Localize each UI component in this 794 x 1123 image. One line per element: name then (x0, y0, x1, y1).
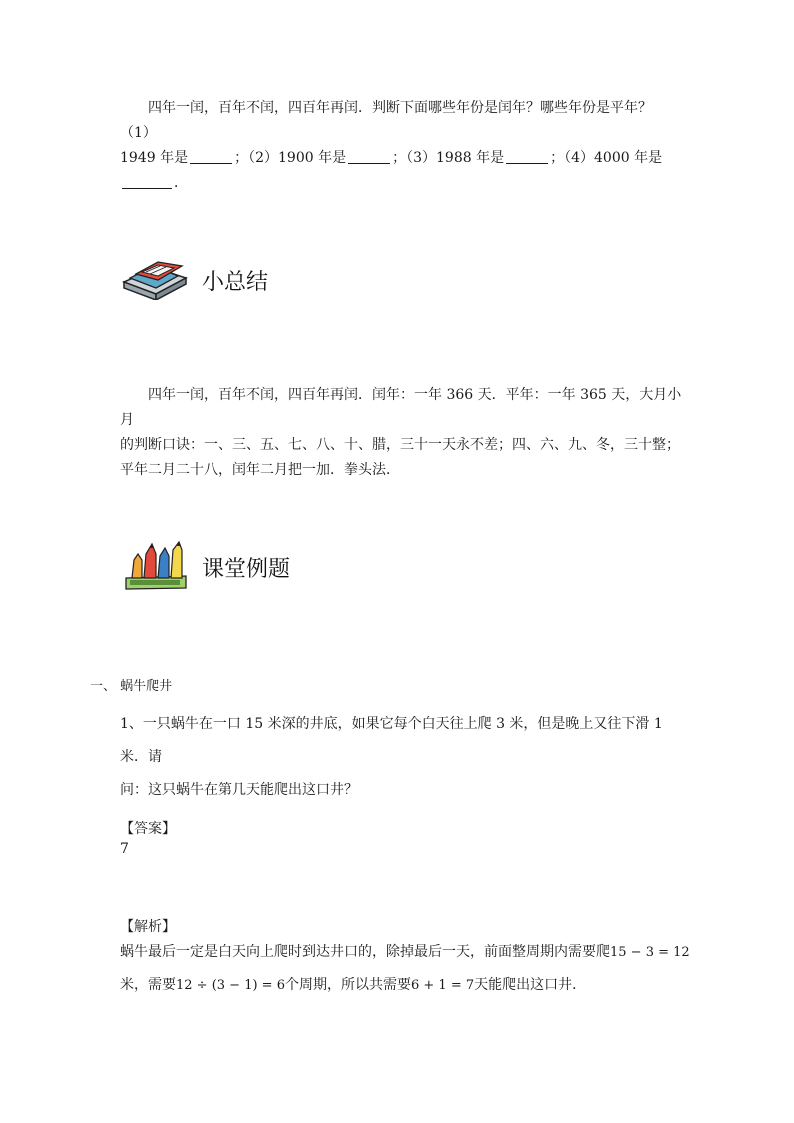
intro-paragraph (120, 96, 680, 196)
problem-line-1: 1、一只蜗牛在一口 15 米深的井底，如果它每个白天往上爬 3 米，但是晚上又往下滑 1 米．请 (120, 716, 663, 765)
book-icon (122, 254, 188, 300)
examples-heading: 课堂例题 (202, 557, 291, 582)
answer-blank-1[interactable] (190, 149, 232, 164)
intro-line-3: ． (120, 171, 680, 196)
equation-2: 12 ÷ (3 − 1) = 6 (176, 978, 285, 993)
equation-1: 15 − 3 = 12 (610, 945, 690, 960)
summary-line-2: 的判断口诀：一、三、五、七、八、十、腊，三十一天永不差；四、六、九、冬，三十整； (120, 437, 680, 453)
pencils-icon (124, 540, 188, 590)
equation-3: 6 + 1 = 7 (410, 978, 475, 993)
intro-line-2: 1949 年是 ；（2）1900 年是 ；（3）1988 年是 ；（4）4000 年是 (120, 150, 663, 166)
analysis-text (120, 936, 690, 1002)
analysis-line-2: 米，需要12 ÷ (3 − 1) = 6个周期，所以共需要6 + 1 = 7天能爬出这口井． (120, 977, 587, 993)
answer-blank-3[interactable] (506, 149, 548, 164)
answer-tag: 【答案】 (120, 821, 176, 837)
problem-line-2: 问：这只蜗牛在第几天能爬出这口井？ (120, 782, 358, 798)
summary-heading: 小总结 (202, 270, 269, 295)
section-label: 一、 蜗牛爬井 (90, 679, 173, 694)
answer-value: 7 (120, 841, 129, 857)
answer-blank-4[interactable] (122, 174, 172, 189)
summary-paragraph (120, 383, 690, 483)
analysis-tag: 【解析】 (120, 919, 176, 935)
problem-text (120, 708, 690, 807)
intro-line-1: 四年一闰，百年不闰，四百年再闰．判断下面哪些年份是闰年？哪些年份是平年？（1） (120, 100, 652, 141)
answer-blank-2[interactable] (348, 149, 390, 164)
summary-line-3: 平年二月二十八，闰年二月把一加．拳头法． (120, 462, 400, 478)
analysis-line-1: 蜗牛最后一定是白天向上爬时到达井口的，除掉最后一天，前面整周期内需要爬15 − 3 = 12 (120, 944, 690, 960)
summary-line-1: 四年一闰，百年不闰，四百年再闰．闰年：一年 366 天．平年：一年 365 天，大月小月 (120, 387, 682, 428)
